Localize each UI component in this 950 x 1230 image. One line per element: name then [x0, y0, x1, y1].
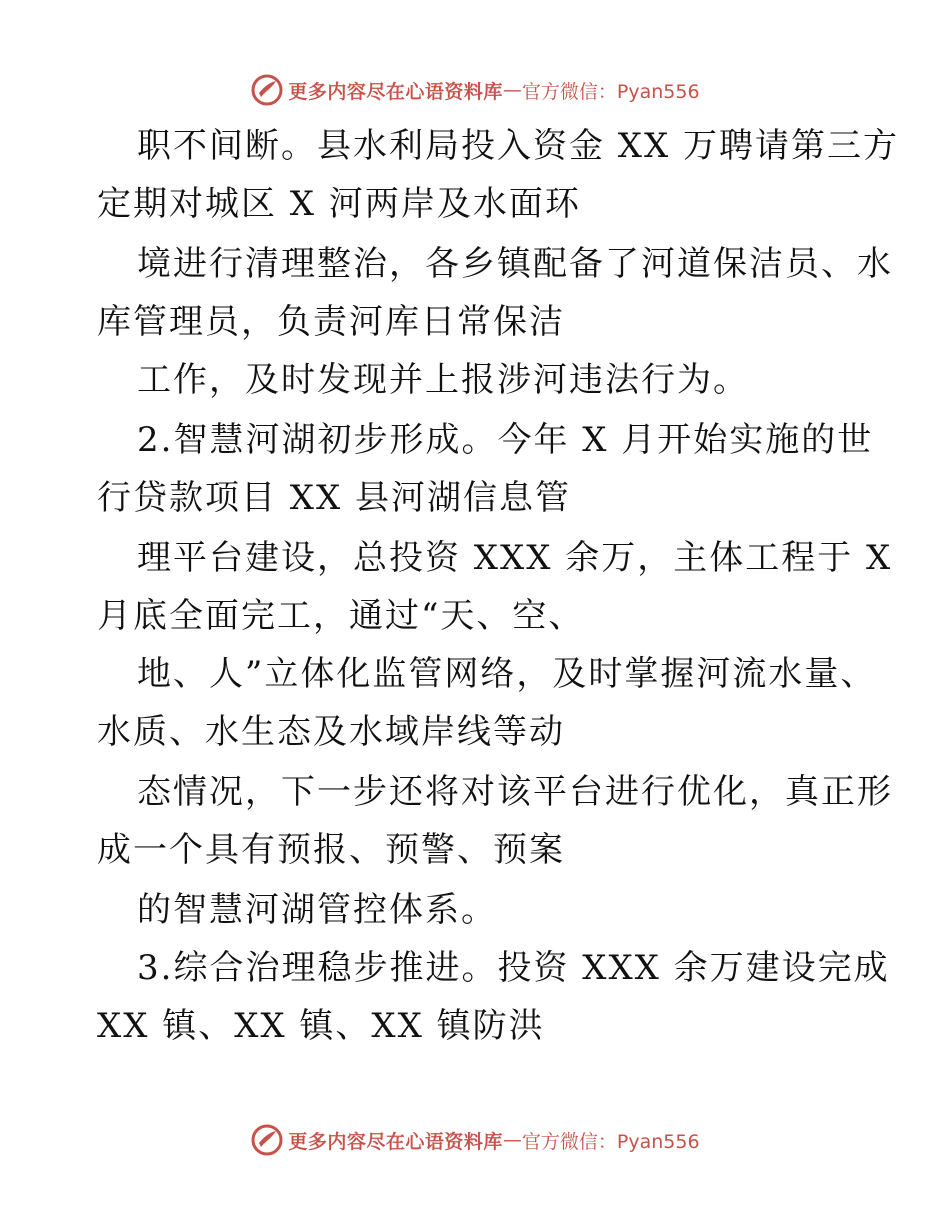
body-line: 境进行清理整治，各乡镇配备了河道保洁员、水 — [137, 244, 893, 284]
body-line: 月底全面完工，通过“天、空、 — [97, 596, 585, 636]
banner-slogan: 更多内容尽在心语资料库 — [288, 1130, 503, 1153]
body-line: 定期对城区 X 河两岸及水面环 — [97, 184, 581, 224]
footer-banner — [0, 1120, 950, 1160]
body-line: 行贷款项目 XX 县河湖信息管 — [97, 478, 572, 518]
banner-contact: 官方微信：Pyan556 — [521, 1130, 700, 1153]
body-line: 3.综合治理稳步推进。投资 XXX 余万建设完成 — [137, 948, 890, 988]
banner-separator: — — [502, 79, 522, 101]
header-banner — [0, 70, 950, 110]
banner-contact: 官方微信：Pyan556 — [521, 80, 700, 103]
body-line: 的智慧河湖管控体系。 — [137, 890, 497, 930]
body-line: 职不间断。县水利局投入资金 XX 万聘请第三方 — [137, 126, 900, 166]
body-line: 2.智慧河湖初步形成。今年 X 月开始实施的世 — [137, 420, 874, 460]
body-line: 水质、水生态及水域岸线等动 — [97, 712, 565, 752]
body-line: 工作，及时发现并上报涉河违法行为。 — [137, 360, 749, 400]
body-line: XX 镇、XX 镇、XX 镇防洪 — [97, 1006, 545, 1046]
book-logo-icon — [250, 1123, 284, 1157]
book-logo-icon — [250, 73, 284, 107]
banner-separator: — — [502, 1129, 522, 1151]
body-line: 地、人”立体化监管网络，及时掌握河流水量、 — [137, 654, 877, 694]
body-line: 态情况，下一步还将对该平台进行优化，真正形 — [137, 772, 893, 812]
body-line: 成一个具有预报、预警、预案 — [97, 830, 565, 870]
body-line: 理平台建设，总投资 XXX 余万，主体工程于 X — [137, 538, 893, 578]
banner-slogan: 更多内容尽在心语资料库 — [288, 80, 503, 103]
body-line: 库管理员，负责河库日常保洁 — [97, 302, 565, 342]
